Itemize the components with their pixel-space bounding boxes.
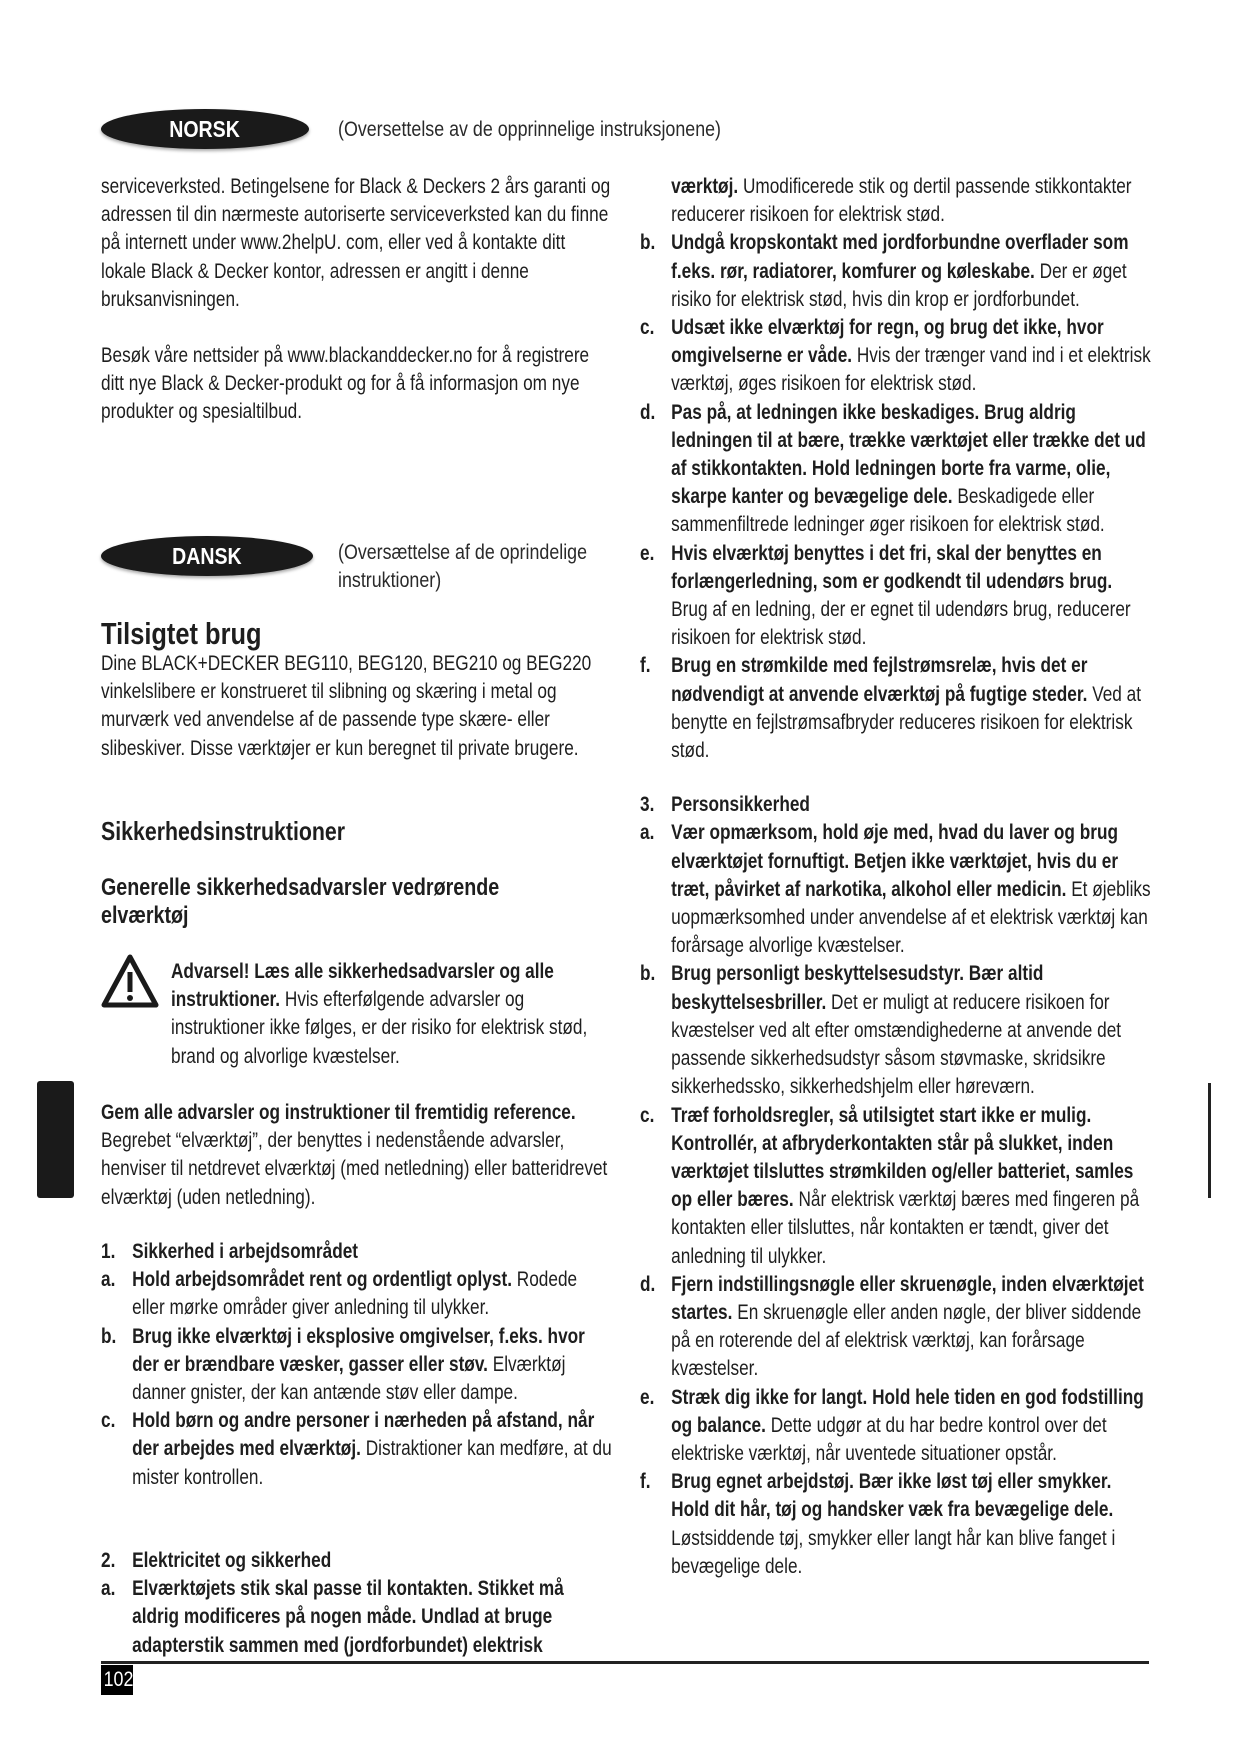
keep-body: Begrebet “elværktøj”, der benyttes i nedenstående advarsler, henviser til netdrevet elværktøj (med netledning) eller batteridrevet elværktøj (uden netledning). [101, 1129, 608, 1209]
intended-use-heading: Tilsigtet brug [101, 616, 262, 651]
keep-instructions [101, 1099, 626, 1212]
page-number: 102 [101, 1665, 133, 1695]
general-warnings-heading: Generelle sikkerhedsadvarsler vedrørende elværktøj [101, 874, 500, 929]
safety-instructions-heading: Sikkerhedsinstruktioner [101, 816, 346, 846]
list-item: b. Brug personligt beskyttelsesudstyr. Bær altid beskyttelsesbriller. Det er muligt at reducere risikoen for kvæstelser ved alt efter omstændighederne at anvende det passende sikkerhedsudstyr såsom støvmaske, skridsikre sikkerhedssko, sikkerhedshjelm eller høreværn. [640, 962, 1122, 1099]
intended-use-text: Dine BLACK+DECKER BEG110, BEG120, BEG210 og BEG220 vinkelslibere er konstrueret til slibning og skæring i metal og murværk ved anvendelse af de passende type skære- eller slibeskiver. Disse værktøjer er kun beregnet til private brugere. [101, 652, 592, 760]
list-item: f. Brug egnet arbejdstøj. Bær ikke løst tøj eller smykker. Hold dit hår, tøj og handsker væk fra bevægelige dele. Løstsiddende tøj, smykker eller langt hår kan blive fanget i bevægelige dele. [640, 1470, 1116, 1578]
intended-use-section [101, 618, 612, 763]
dansk-subtitle-line-1: (Oversættelse af de oprindelige [338, 541, 588, 564]
dansk-subtitle-line-2: instruktioner) [338, 569, 442, 592]
list-item-continued: værktøj. Umodificerede stik og dertil passende stikkontakter reducerer risikoen for elektrisk stød. [671, 175, 1132, 227]
list-item: e. Hvis elværktøj benyttes i det fri, skal der benyttes en forlængerledning, som er godkendt til udendørs brug. Brug af en ledning, der er egnet til udendørs brug, reducerer risikoen for elektrisk stød. [640, 541, 1131, 650]
list-item: a. Hold arbejdsområdet rent og ordentligt oplyst. Rodede eller mørke områder giver anledning til ulykker. [101, 1268, 578, 1320]
list-item: c. Udsæt ikke elværktøj for regn, og brug det ikke, hvor omgivelserne er våde. Hvis der trænger vand ind i et elektrisk værktøj, øges risikoen for elektrisk stød. [640, 316, 1151, 396]
list-item: c. Hold børn og andre personer i nærheden på afstand, når der arbejdes med elværktøj. Distraktioner kan medføre, at du mister kontrollen. [101, 1409, 612, 1489]
keep-bold: Gem alle advarsler og instruktioner til fremtidig reference. [101, 1101, 576, 1124]
list-item: a. Vær opmærksom, hold øje med, hvad du laver og brug elværktøjet fornuftigt. Betjen ikke værktøjet, hvis du er træt, påvirket af narkotika, alkohol eller medicin. Et øjebliks uopmærksomhed under anvendelse af et elektrisk værktøj kan forårsage alvorlige kvæstelser. [640, 821, 1151, 958]
dansk-subtitle [338, 539, 587, 595]
norsk-paragraph-1: serviceverksted. Betingelsene for Black & Deckers 2 års garanti og adressen til din nærmeste autoriserte serviceverksted kan du finne på internett under www.2helpU. com, eller ved å kontakte ditt lokale Black & Decker kontor, adressen er angitt i denne bruksanvisningen. [101, 175, 611, 311]
section-work-area [101, 1238, 612, 1492]
norsk-paragraph-2: Besøk våre nettsider på www.blackanddecker.no for å registrere ditt nye Black & Decker-produkt og for å få informasjon om nye produkter og spesialtilbud. [101, 344, 590, 424]
list-item: d. Fjern indstillingsnøgle eller skruenøgle, inden elværktøjet startes. En skruenøgle eller anden nøgle, der bliver siddende på en roterende del af elektrisk værktøj, kan forårsage kvæstelser. [640, 1272, 1144, 1381]
margin-bar [1208, 1083, 1211, 1198]
section-electrical [101, 1547, 612, 1660]
warning-bold: Advarsel! Læs alle sikkerhedsadvarsler og alle instruktioner. [171, 960, 554, 1012]
general-heading-block [101, 874, 560, 930]
list-item: f. Brug en strømkilde med fejlstrømsrelæ, hvis det er nødvendigt at anvende elværktøj på fugtige steder. Ved at benytte en fejlstrømsafbryder reduceres risikoen for elektrisk stød. [640, 654, 1142, 763]
language-badge-norsk: NORSK [101, 109, 309, 149]
warning-text [171, 958, 597, 1071]
section-heading: 1. Sikkerhed i arbejdsområdet [101, 1240, 359, 1263]
norsk-subtitle: (Oversettelse av de opprinnelige instruksjonene) [338, 118, 721, 141]
footer-rule [101, 1661, 1149, 1664]
list-item: b. Undgå kropskontakt med jordforbundne overflader som f.eks. rør, radiatorer, komfurer og køleskabe. Der er øget risiko for elektrisk stød, hvis din krop er jordforbundet. [640, 231, 1129, 311]
list-item: d. Pas på, at ledningen ikke beskadiges. Brug aldrig ledningen til at bære, trække værktøjet eller trække det ud af stikkontakten. Hold ledningen borte fra varme, olie, skarpe kanter og bevægelige dele. Beskadigede eller sammenfiltrede ledninger øger risikoen for elektrisk stød. [640, 400, 1146, 537]
warning-body: Hvis efterfølgende advarsler og instruktioner ikke følges, er der risiko for elektrisk stød, brand og alvorlige kvæstelser. [171, 988, 588, 1068]
warning-triangle-icon [101, 953, 159, 1009]
section-heading: 2. Elektricitet og sikkerhed [101, 1549, 332, 1572]
list-item: b. Brug ikke elværktøj i eksplosive omgivelser, f.eks. hvor der er brændbare væsker, gasser eller støv. Elværktøj danner gnister, der kan antænde støv eller dampe. [101, 1324, 585, 1405]
right-column [640, 173, 1151, 1581]
section-heading: 3. Personsikkerhed [640, 793, 810, 817]
language-badge-dansk: DANSK [101, 536, 313, 576]
list-item: c. Træf forholdsregler, så utilsigtet start ikke er mulig. Kontrollér, at afbryderkontakten står på slukket, inden værktøjet tilsluttes strømkilden og/eller batteriet, samles op eller bæres. Når elektrisk værktøj bæres med fingeren på kontakten eller tilsluttes, når kontakten er tændt, giver det anledning til ulykker. [640, 1103, 1140, 1268]
list-item: e. Stræk dig ikke for langt. Hold hele tiden en god fodstilling og balance. Dette udgør at du har bedre kontrol over det elektriske værktøj, når uventede situationer opstår. [640, 1385, 1144, 1465]
section-thumb-tab [37, 1081, 74, 1198]
safety-heading-block [101, 816, 612, 846]
list-item: a. Elværktøjets stik skal passe til kontakten. Stikket må aldrig modificeres på nogen måde. Undlad at bruge adapterstik sammen med (jordforbundet) elektrisk [101, 1577, 564, 1657]
